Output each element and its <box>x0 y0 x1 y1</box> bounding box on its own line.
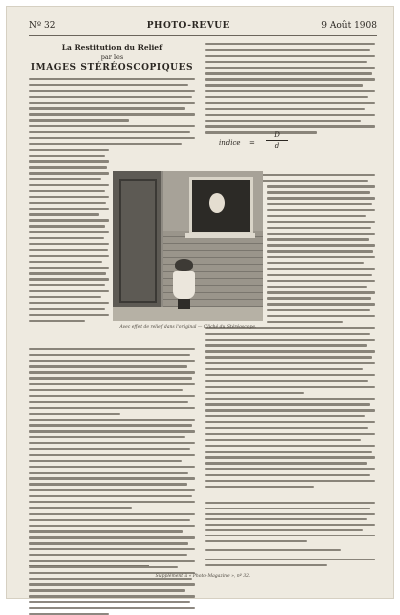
page-header <box>29 19 377 33</box>
formula-numerator: D <box>274 131 280 139</box>
formula-equals: = <box>249 139 255 147</box>
header-rule <box>29 35 377 36</box>
photo-child-at-window <box>209 193 225 213</box>
photo-caption: Avec effet de relief dans l'original — Cliché du Stéréoscope. <box>119 325 257 330</box>
article-title-line1: La Restitution du Relief <box>61 43 163 52</box>
formula-denominator: d <box>274 142 280 150</box>
left-column-text-upper <box>29 78 195 145</box>
parallax-formula <box>219 131 307 157</box>
issue-number: Nº 32 <box>29 21 56 31</box>
article-title <box>29 43 195 74</box>
right-column-text-wrap <box>267 185 375 323</box>
footnotes <box>205 502 375 566</box>
photo-door <box>113 171 161 321</box>
supplement-note: Supplément à « Photo-Magazine », nº 32. <box>155 574 251 579</box>
formula-fraction-bar <box>266 140 288 141</box>
issue-date: 9 Août 1908 <box>321 21 377 31</box>
article-title-line2: par les <box>100 53 124 61</box>
article-title-line3: IMAGES STÉRÉOSCOPIQUES <box>30 63 194 73</box>
article-photograph <box>113 171 263 321</box>
journal-page <box>6 6 394 599</box>
left-column-text-wrap <box>29 149 109 322</box>
photo-girl <box>173 271 195 299</box>
left-footnote-rule <box>29 565 149 566</box>
right-column-text-upper <box>205 43 375 134</box>
journal-title: PHOTO-REVUE <box>146 21 230 31</box>
formula-prefix: indice <box>219 139 241 147</box>
right-column-text-lower <box>205 327 375 488</box>
